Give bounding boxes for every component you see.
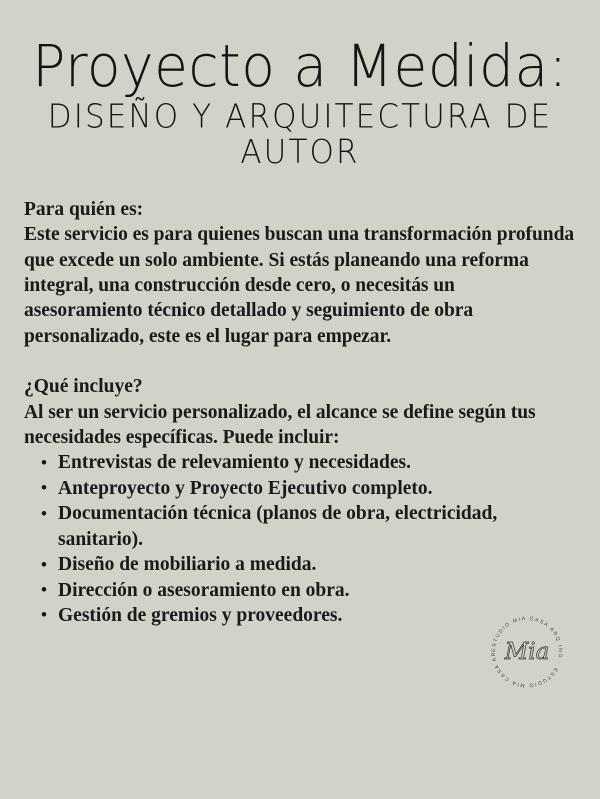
page-subtitle: DISEÑO Y ARQUITECTURA DE AUTOR [47,97,553,172]
audience-body: Este servicio es para quienes buscan una transformación profunda que excede un solo ambiente. Si estás planeando una reforma integral, una construcción desde cero, o necesitás un asesoramiento técnico detallado y seguimiento de obra personalizado, este es el lugar para empezar. [24,224,575,347]
audience-heading: Para quién es: [24,198,144,220]
section-divider-space [24,349,577,374]
content-body [0,197,600,629]
list-item: • Anteproyecto y Proyecto Ejecutivo completo. [24,476,577,501]
includes-list [24,450,577,628]
section-audience [24,197,577,349]
list-item: • Dirección o asesoramiento en obra. [24,578,577,603]
list-item: • Diseño de mobiliario a medida. [24,552,577,577]
stamp-ring-textpath: ESTUDIO MIA CASA ARQ ING · ESTUDIO MIA CASA ARQ ING · [484,608,564,689]
section-includes [24,374,577,628]
includes-heading: ¿Qué incluye? [24,376,143,398]
stamp-monogram: Mia [504,639,550,665]
list-item: • Documentación técnica (planos de obra, electricidad, sanitario). [24,501,577,552]
brand-stamp-logo [484,608,567,692]
list-item: • Entrevistas de relevamiento y necesidades. [24,450,577,475]
title-block [0,0,600,172]
list-item: • Gestión de gremios y proveedores. [24,603,577,628]
includes-body: Al ser un servicio personalizado, el alcance se define según tus necesidades específicas. Puede incluir: [24,401,536,449]
page-title: Proyecto a Medida: [32,31,568,100]
